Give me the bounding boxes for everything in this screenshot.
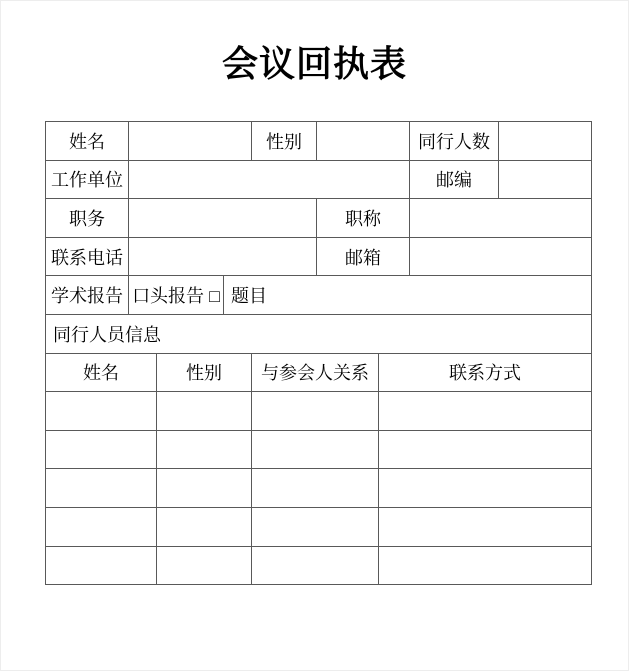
- row-academic-report: [46, 276, 592, 315]
- companion-relation-cell[interactable]: [252, 430, 379, 469]
- companion-gender-cell[interactable]: [157, 430, 252, 469]
- phone-label: 联系电话: [46, 237, 129, 276]
- companion-gender-cell[interactable]: [157, 546, 252, 585]
- companion-contact-cell[interactable]: [379, 430, 592, 469]
- companion-relation-header: 与参会人关系: [252, 353, 379, 392]
- row-name-gender-companions: [46, 122, 592, 161]
- companion-row: [46, 507, 592, 546]
- companion-relation-cell[interactable]: [252, 392, 379, 431]
- companion-relation-cell[interactable]: [252, 546, 379, 585]
- companion-name-cell[interactable]: [46, 546, 157, 585]
- companions-count-label: 同行人数: [410, 122, 499, 161]
- name-label: 姓名: [46, 122, 129, 161]
- email-label: 邮箱: [317, 237, 410, 276]
- position-input-cell[interactable]: [129, 199, 317, 238]
- topic-cell[interactable]: 题目: [224, 276, 592, 315]
- companion-contact-cell[interactable]: [379, 546, 592, 585]
- row-companions-section: [46, 314, 592, 353]
- row-workunit-postcode: [46, 160, 592, 199]
- oral-report-checkbox-cell[interactable]: 口头报告 □: [129, 276, 224, 315]
- companion-relation-cell[interactable]: [252, 469, 379, 508]
- companion-name-cell[interactable]: [46, 507, 157, 546]
- gender-label: 性别: [252, 122, 317, 161]
- phone-input-cell[interactable]: [129, 237, 317, 276]
- companion-row: [46, 469, 592, 508]
- email-input-cell[interactable]: [410, 237, 592, 276]
- companion-contact-cell[interactable]: [379, 507, 592, 546]
- companion-gender-header: 性别: [157, 353, 252, 392]
- work-unit-input-cell[interactable]: [129, 160, 410, 199]
- professional-title-label: 职称: [317, 199, 410, 238]
- row-position-title: [46, 199, 592, 238]
- row-phone-email: [46, 237, 592, 276]
- companion-relation-cell[interactable]: [252, 507, 379, 546]
- companion-gender-cell[interactable]: [157, 392, 252, 431]
- postal-code-input-cell[interactable]: [499, 160, 592, 199]
- companion-name-cell[interactable]: [46, 469, 157, 508]
- postal-code-label: 邮编: [410, 160, 499, 199]
- gender-input-cell[interactable]: [317, 122, 410, 161]
- companion-name-cell[interactable]: [46, 392, 157, 431]
- reply-form-table: [45, 121, 592, 585]
- companion-contact-cell[interactable]: [379, 469, 592, 508]
- companion-gender-cell[interactable]: [157, 469, 252, 508]
- companion-row: [46, 392, 592, 431]
- companion-contact-header: 联系方式: [379, 353, 592, 392]
- companion-name-header: 姓名: [46, 353, 157, 392]
- companions-count-input-cell[interactable]: [499, 122, 592, 161]
- companion-row: [46, 430, 592, 469]
- companion-header-row: [46, 353, 592, 392]
- position-label: 职务: [46, 199, 129, 238]
- page-title: 会议回执表: [221, 43, 407, 84]
- professional-title-input-cell[interactable]: [410, 199, 592, 238]
- companion-name-cell[interactable]: [46, 430, 157, 469]
- work-unit-label: 工作单位: [46, 160, 129, 199]
- academic-report-label: 学术报告: [46, 276, 129, 315]
- companion-row: [46, 546, 592, 585]
- companions-section-header: 同行人员信息: [46, 314, 592, 353]
- companion-contact-cell[interactable]: [379, 392, 592, 431]
- name-input-cell[interactable]: [129, 122, 252, 161]
- companion-gender-cell[interactable]: [157, 507, 252, 546]
